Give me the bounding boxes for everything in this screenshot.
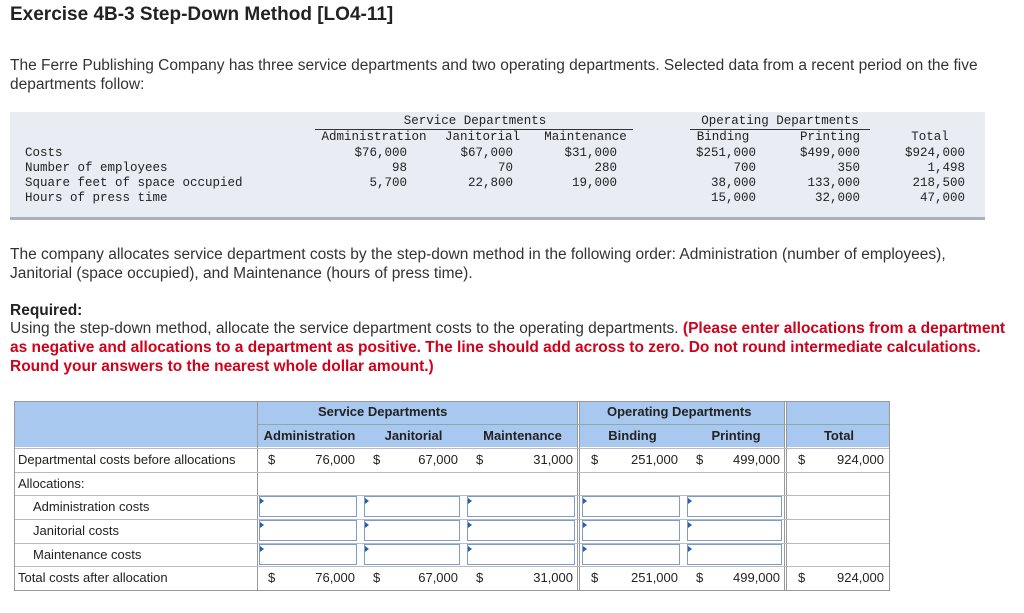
col-header-printing: Printing [799,130,860,144]
intro-text: The Ferre Publishing Company has three service departments and two operating departments. Selected data from a recent period on the five departments follow: [10,57,978,93]
currency-symbol: $ [476,452,484,467]
input-marker-icon [260,546,264,552]
row-label-total-after: Total costs after allocation [18,570,168,585]
grid-col-header-administration: Administration [263,428,356,443]
row-label-square-feet: Square feet of space occupied [25,176,243,190]
row-label-allocations: Allocations: [18,476,85,491]
row-label-press-time: Hours of press time [25,191,168,205]
allocation-input-maintenance-costs-maintenance[interactable] [467,544,575,565]
col-header-binding: Binding [696,130,750,144]
input-marker-icon [260,522,264,528]
allocation-input-janitorial-costs-printing[interactable] [687,520,782,541]
grid-col-header-binding: Binding [608,428,657,443]
allocation-grid [14,401,890,591]
input-marker-icon [688,498,692,504]
required-instruction: (Please enter allocations from a department as negative and allocations to a department as positive. The line should add across to zero. Do not round intermediate calculations. Round your answers to the nearest whole dollar amount.) [10,320,1006,375]
allocation-input-janitorial-costs-administration[interactable] [259,520,357,541]
row-label-janitorial-costs: Janitorial costs [33,523,119,538]
before-value-administration: 76,000 [315,452,355,467]
currency-symbol: $ [696,570,704,585]
grid-col-header-printing: Printing [711,428,761,443]
allocation-input-maintenance-costs-printing[interactable] [687,544,782,565]
row-label-maintenance-costs: Maintenance costs [33,547,142,562]
required-text: Using the step-down method, allocate the service department costs to the operating departments. (Please enter allocations from a department as negative and allocations to a department as positive. The line should add across to zero. Do not round intermediate calculations. Round your answers to the nearest whole dollar amount.) [10,320,1006,375]
input-marker-icon [365,546,369,552]
input-marker-icon [583,498,587,504]
grid-operating-group-header: Operating Departments [607,404,752,419]
allocation-input-maintenance-costs-binding[interactable] [582,544,680,565]
service-group-header: Service Departments [403,114,547,128]
after-value-maintenance: 31,000 [533,570,573,585]
currency-symbol: $ [798,570,806,585]
after-value-total: 924,000 [837,570,884,585]
col-header-maintenance: Maintenance [544,130,627,144]
currency-symbol: $ [591,570,599,585]
input-marker-icon [583,522,587,528]
input-marker-icon [468,498,472,504]
before-value-binding: 251,000 [631,452,678,467]
row-label-costs: Costs [25,146,63,160]
data-table: Service Departments Operating Departments Administration Janitorial Maintenance Binding Printing Total Costs $76,000 $67,000 $31,000 $251,000 $499,000 $924,000 Number of employees 98 70 280 700 350 1,498 Square feet of space occupied 5,700 22,800 19,000 38,000 133,000 218,500 Hours of press time 15,000 32,000 47,000 [10,112,985,220]
allocation-input-administration-costs-binding[interactable] [582,496,680,517]
grid-col-header-maintenance: Maintenance [483,428,562,443]
before-value-printing: 499,000 [733,452,780,467]
allocation-input-janitorial-costs-janitorial[interactable] [364,520,460,541]
before-value-janitorial: 67,000 [418,452,458,467]
operating-group-header: Operating Departments [701,114,859,128]
allocation-input-administration-costs-janitorial[interactable] [364,496,460,517]
after-value-janitorial: 67,000 [418,570,458,585]
input-marker-icon [583,546,587,552]
input-marker-icon [468,522,472,528]
allocation-input-janitorial-costs-maintenance[interactable] [467,520,575,541]
currency-symbol: $ [268,570,276,585]
row-label-employees: Number of employees [25,161,168,175]
currency-symbol: $ [591,452,599,467]
after-value-printing: 499,000 [733,570,780,585]
col-header-janitorial: Janitorial [444,130,520,144]
allocation-input-administration-costs-printing[interactable] [687,496,782,517]
row-label-before-allocations: Departmental costs before allocations [18,452,236,467]
allocation-input-administration-costs-administration[interactable] [259,496,357,517]
col-header-administration: Administration [321,130,427,144]
input-marker-icon [365,498,369,504]
col-header-total: Total [911,130,949,144]
method-description: The company allocates service department costs by the step-down method in the following order: Administration (number of employees), Janitorial (space occupied), and Maintenance (hours of press time). [10,246,946,282]
grid-service-group-header: Service Departments [318,404,448,419]
input-marker-icon [260,498,264,504]
currency-symbol: $ [696,452,704,467]
row-label-administration-costs: Administration costs [33,499,150,514]
currency-symbol: $ [798,452,806,467]
before-value-total: 924,000 [837,452,884,467]
currency-symbol: $ [476,570,484,585]
currency-symbol: $ [373,452,381,467]
allocation-input-administration-costs-maintenance[interactable] [467,496,575,517]
page-title: Exercise 4B-3 Step-Down Method [LO4-11] [10,4,394,25]
allocation-input-maintenance-costs-administration[interactable] [259,544,357,565]
before-value-maintenance: 31,000 [533,452,573,467]
allocation-input-janitorial-costs-binding[interactable] [582,520,680,541]
allocation-input-maintenance-costs-janitorial[interactable] [364,544,460,565]
currency-symbol: $ [268,452,276,467]
after-value-administration: 76,000 [315,570,355,585]
required-heading: Required: [10,302,83,319]
after-value-binding: 251,000 [631,570,678,585]
grid-col-header-total: Total [823,428,855,443]
input-marker-icon [468,546,472,552]
grid-col-header-janitorial: Janitorial [384,428,443,443]
input-marker-icon [688,522,692,528]
input-marker-icon [365,522,369,528]
input-marker-icon [688,546,692,552]
currency-symbol: $ [373,570,381,585]
